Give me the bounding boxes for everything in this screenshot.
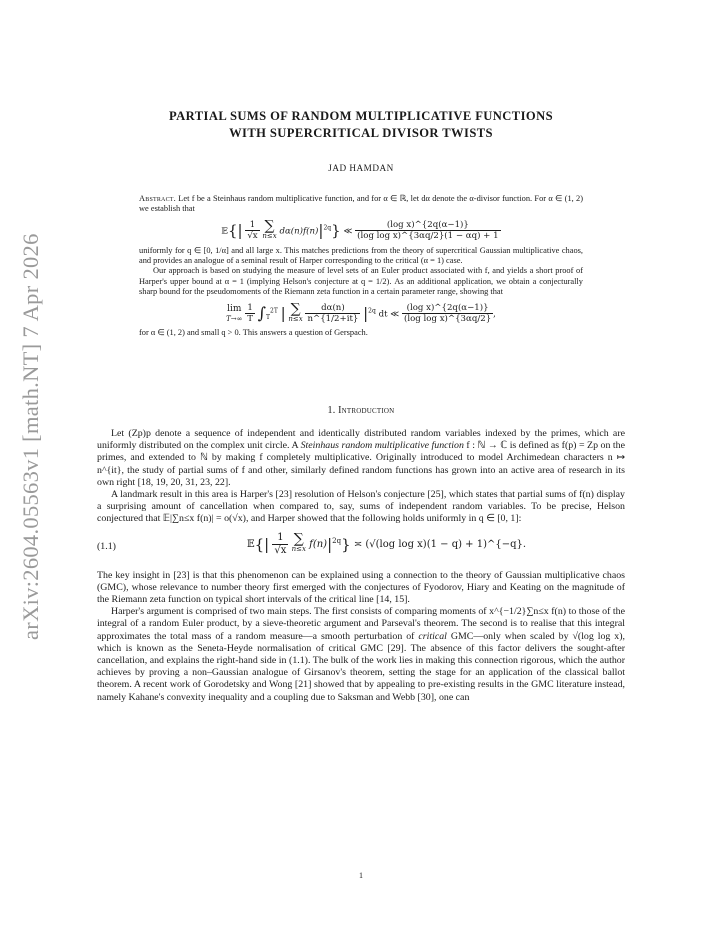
title-line-1: PARTIAL SUMS OF RANDOM MULTIPLICATIVE FUNCTIONS — [169, 109, 553, 123]
equation-label: (1.1) — [97, 540, 116, 552]
author-name: JAD HAMDAN — [328, 163, 394, 173]
eq1-rhs-frac: $\frac{\text{(log x)\textasciicircum{}\{2q(α−1)\}}}{\text{(log log x)\textasciicircum{}\{3αq/2\}(1 − αq) + 1}}$ — [357, 219, 499, 242]
abstract — [139, 194, 583, 339]
paper-title — [97, 108, 625, 142]
abstract-text-1: Let f be a Steinhaus random multiplicative function, and for α ∈ ℝ, let dα denote the α-divisor function. For α ∈ (1, 2) we establish that — [139, 194, 584, 214]
intro-paragraph-4: Harper's argument is comprised of two main steps. The first consists of comparing moments of x^{−1/2}∑n≤x f(n) to those of the integral of a random Euler product, by a sieve-theoretic argument and Parseval's theorem. The second is to realise that this integral approximates the total mass of a random measure—a smooth perturbation of critical GMC—only when scaled by √(log log x), which is known as the Seneta-Heyde normalisation of critical GMC [29]. The absence of this factor delivers the sought-after cancellation, and explains the right-hand side in (1.1). The bulk of the work lies in making this connection rigorous, which the author achieves by proving a non–Gaussian analogue of Girsanov's theorem, setting the stage for an application of the classical ballot theorem. A recent work of Gorodetsky and Wong [21] showed that by appealing to pre-existing results in the GMC literature instead, namely Kahane's convexity inequality and a coupling due to Saksman and Webb [30], one can — [97, 606, 625, 703]
introduction-body — [97, 428, 625, 704]
intro-paragraph-1: Let (Zp)p denote a sequence of independent and identically distributed random variables indexed by the primes, which are uniformly distributed on the complex unit circle. A Steinhaus random multiplicative function f : ℕ → ℂ is defined as f(p) = Zp on the primes, and extended to ℕ by making f completely multiplicative. Originally introduced to model Archimedean characters n ↦ n^{it}, the study of partial sums of f and other, similarly defined random functions has grown into an active area of research in its own right [18, 19, 20, 31, 23, 22]. — [97, 428, 625, 488]
page-number: 1 — [359, 871, 363, 880]
abstract-paragraph-4: for α ∈ (1, 2) and small q > 0. This answers a question of Gerspach. — [139, 328, 368, 338]
eq2-sum: ∑ n≤x — [288, 300, 303, 323]
intro-paragraph-3: The key insight in [23] is that this phenomenon can be explained using a connection to the theory of Gaussian multiplicative chaos (GMC), whose relevance to number theory first emerged with the conjectures of Fyodorov, Hiary and Keating on the magnitude of the Riemann zeta function on typical short intervals of the critical line [14, 15]. — [97, 569, 625, 606]
section-heading-introduction: 1. Introduction — [327, 405, 395, 416]
equation-body: 𝔼{| $\frac{1}{√x}$ ∑ n≤x $f(n)|^{2q}$} ≍ (√(log log x)(1 − q) + 1)^{−q}. — [247, 531, 527, 556]
title-line-2: WITH SUPERCRITICAL DIVISOR TWISTS — [229, 126, 493, 140]
abstract-paragraph-1 — [139, 194, 583, 215]
eq1-frac: $\frac{1}{√x}$ — [247, 219, 258, 242]
abstract-equation-2: lim T→∞ $\frac{1}{T}$ $\int_T^{2T}$ | ∑ n≤x $\frac{d\alpha(n)}{n\^{}\{1/2+it\}}$ $|^{2q}$ dt ≪ $\frac{\text{(log x)\textasciicircum{}\{2q(α−1)\}}}{\text{(log log x)\textasciicircum{}\{3αq/2\}}}$ , — [226, 300, 496, 325]
eq2-summand: $\frac{d\alpha(n)}{n\^{}\{1/2+it\}}$ — [307, 302, 359, 325]
eq2-limit: lim T→∞ — [226, 303, 243, 323]
intro-paragraph-2: A landmark result in this area is Harper's [23] resolution of Helson's conjecture [25], which states that partial sums of f(n) display a surprising amount of cancellation when compared to, say, sums of independent random variables. To be precise, Helson conjectured that 𝔼|∑n≤x f(n)| = o(√x), and Harper showed that the following holds uniformly in q ∈ [0, 1]: — [97, 489, 625, 525]
abstract-paragraph-2: uniformly for q ∈ [0, 1/α] and all large x. This matches predictions from the theory of supercritical Gaussian multiplicative chaos, and provides an analogue of a seminal result of Harper corresponding to the critical (α = 1) case. — [139, 245, 583, 266]
eq2-rhs-frac: $\frac{\text{(log x)\textasciicircum{}\{2q(α−1)\}}}{\text{(log log x)\textasciicircum{}\{3αq/2\}}}$ — [404, 302, 492, 325]
abstract-paragraph-3: Our approach is based on studying the measure of level sets of an Euler product associated with f, and yields a short proof of Harper's upper bound at α = 1 (implying Helson's conjecture at q = 1/2). As an additional application, we obtain a conjecturally sharp bound for the pseudomoments of the Riemann zeta function in a certain parameter range, showing that — [139, 266, 583, 297]
abstract-label: Abstract. — [139, 194, 176, 203]
abstract-equation-1: 𝔼{| $\frac{1}{√x}$ ∑ n≤x $d\alpha(n)f(n)|^{2q}$} ≪ $\frac{\text{(log x)\textasciicircum{}\{2q(α−1)\}}}{\text{(log log x)\textasciicircum{}\{3αq/2\}(1 − αq) + 1}}$ — [221, 217, 499, 242]
eq2-frac: $\frac{1}{T}$ — [247, 302, 253, 325]
equation-1-1 — [97, 530, 625, 566]
eq1-sum: ∑ n≤x — [262, 217, 277, 240]
arxiv-identifier-stamp: arXiv:2604.05563v1 [math.NT] 7 Apr 2026 — [18, 233, 43, 640]
